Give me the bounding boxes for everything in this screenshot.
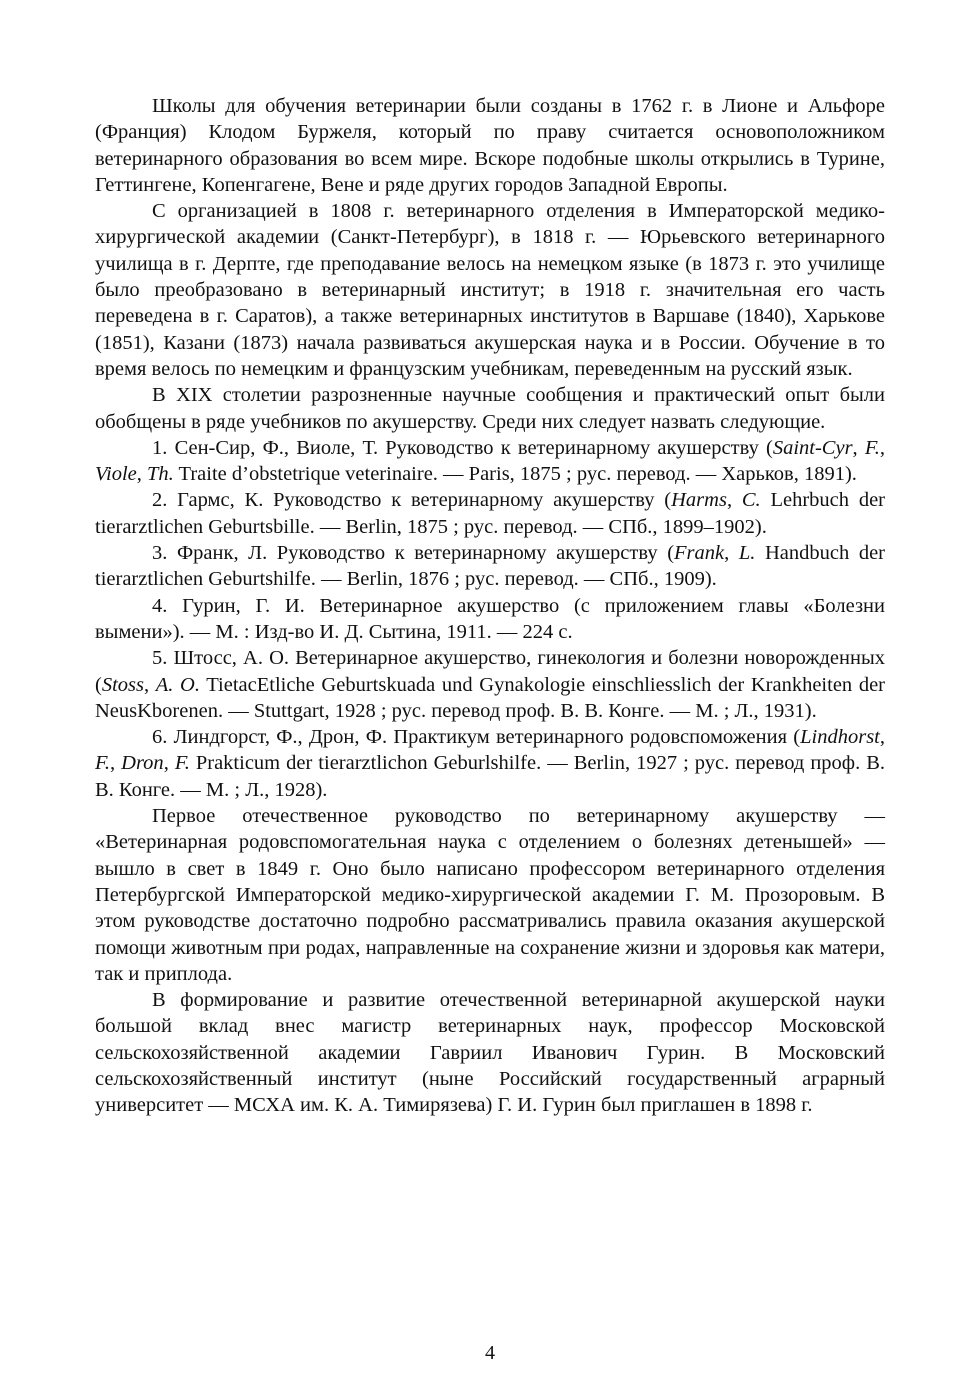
reference-separator: , xyxy=(136,463,147,486)
reference-separator: , xyxy=(879,726,885,749)
reference-title: Гурин, Г. И. Ветеринарное акушерство (с приложением главы «Болезни вымени»). — М. : Изд-во И. Д. Сытина, 1911. — 224 с. xyxy=(95,594,886,643)
reference-author-italic: Frank xyxy=(674,542,725,565)
reference-separator: , xyxy=(726,489,742,512)
reference-title: Гармс, К. Руководство к ветеринарному акушерству ( xyxy=(177,489,672,512)
reference-author-italic: Saint-Cyr xyxy=(772,436,853,459)
reference-title: Франк, Л. Руководство к ветеринарному акушерству ( xyxy=(176,542,675,565)
reference-list xyxy=(95,435,885,803)
reference-item xyxy=(95,593,885,646)
paragraph-first-manual: Первое отечественное руководство по ветеринарному акушерству — «Ветеринарная родовспомогательная наука с отделением о болезнях детенышей» — вышло в свет в 1849 г. Оно было написано профессором ветеринарного отделения Петербургской Императорской медико-хирургической академии Г. М. Прозоровым. В этом руководстве достаточно подробно рассматривались правила оказания акушерской помощи животным при родах, направленные на сохранение жизни и здоровья как матери, так и приплода. xyxy=(95,805,885,985)
paragraph-textbooks-intro: В XIX столетии разрозненные научные сообщения и практический опыт были обобщены в ряде учебников по акушерству. Среди них следует назвать следующие. xyxy=(95,384,885,433)
reference-author-italic: C. xyxy=(741,489,761,512)
reference-author-italic: Lindhorst xyxy=(800,726,880,749)
reference-author-italic: Th. xyxy=(147,463,174,486)
reference-title: Штосс, А. О. Ветеринарное акушерство, гинекология и болезни новорожденных ( xyxy=(95,647,885,696)
reference-author-italic: F. xyxy=(864,436,880,459)
reference-separator: , xyxy=(163,752,175,775)
page-number: 4 xyxy=(485,1342,495,1364)
reference-author-italic: Stoss xyxy=(101,673,144,696)
reference-separator: , xyxy=(852,436,865,459)
reference-author-italic: Dron xyxy=(121,752,164,775)
reference-number: 4. xyxy=(152,594,168,617)
paragraph-gurin: В формирование и развитие отечественной ветеринарной акушерской науки большой вклад внес магистр ветеринарных наук, профессор Московской сельскохозяйственной академии Гавриил Иванович Гурин. В Московский сельскохозяйственный институт (ныне Российский государственный аграрный университет — МСХА им. К. А. Тимирязева) Г. И. Гурин был приглашен в 1898 г. xyxy=(95,989,885,1117)
reference-item xyxy=(95,645,885,724)
reference-item xyxy=(95,540,885,593)
reference-author-italic: F. xyxy=(95,752,111,775)
reference-separator: , xyxy=(143,673,156,696)
reference-title: Сен-Сир, Ф., Виоле, Т. Руководство к ветеринарному акушерству ( xyxy=(174,436,773,459)
page-body xyxy=(95,93,885,1119)
reference-details: Traite d’obstetrique veterinaire. — Paris, 1875 ; рус. перевод. — Харьков, 1891). xyxy=(173,463,857,486)
reference-details: Prakticum der tierarztlichon Geburlshilfe. — Berlin, 1927 ; рус. перевод проф. В. В. Конге. — М. ; Л., 1928). xyxy=(95,752,885,801)
reference-item xyxy=(95,487,885,540)
reference-author-italic: Viole xyxy=(95,463,137,486)
reference-separator: , xyxy=(110,752,122,775)
reference-number: 2. xyxy=(152,489,168,512)
reference-number: 1. xyxy=(152,436,168,459)
reference-number: 5. xyxy=(152,647,168,670)
paragraph-schools: Школы для обучения ветеринарии были созданы в 1762 г. в Лионе и Альфоре (Франция) Клодом Буржеля, который по праву считается основоположником ветеринарного образования во всем мире. Вскоре подобные школы открылись в Турине, Геттингене, Копенгагене, Вене и ряде других городов Западной Европы. xyxy=(95,95,885,196)
reference-separator: , xyxy=(879,436,885,459)
reference-author-italic: Harms xyxy=(671,489,727,512)
reference-details: TietacEtliche Geburtskuada und Gynakologie einschliesslich der Krankheiten der NeusKborenen. — Stuttgart, 1928 ; рус. перевод проф. В. В. Конге. — М. ; Л., 1931). xyxy=(95,673,885,722)
reference-details: Lehrbuch der tierarztlichen Geburtsbille. — Berlin, 1875 ; рус. перевод. — СПб., 1899–1902). xyxy=(95,489,885,538)
paragraph-russia: С организацией в 1808 г. ветеринарного отделения в Императорской медико-хирургической академии (Санкт-Петербург), в 1818 г. — Юрьевского ветеринарного училища в г. Дерпте, где преподавание велось на немецком языке (в 1873 г. это училище было преобразовано в ветеринарный институт; в 1918 г. значительная его часть переведена в г. Саратов), а также ветеринарных институтов в Варшаве (1840), Харькове (1851), Казани (1873) начала развиваться акушерская наука и в России. Обучение в то время велось по немецким и французским учебникам, переведенным на русский язык. xyxy=(95,200,885,380)
reference-item xyxy=(95,435,885,488)
reference-author-italic: F. xyxy=(174,752,190,775)
reference-separator: , xyxy=(724,542,739,565)
reference-title: Линдгорст, Ф., Дрон, Ф. Практикум ветеринарного родовспоможения ( xyxy=(173,726,801,749)
reference-number: 3. xyxy=(152,542,168,565)
reference-author-italic: L. xyxy=(738,542,756,565)
reference-author-italic: A. O. xyxy=(155,673,200,696)
reference-details: Handbuch der tierarztlichen Geburtshilfe. — Berlin, 1876 ; рус. перевод. — СПб., 1909). xyxy=(95,542,886,591)
reference-number: 6. xyxy=(152,726,168,749)
reference-item xyxy=(95,724,885,803)
